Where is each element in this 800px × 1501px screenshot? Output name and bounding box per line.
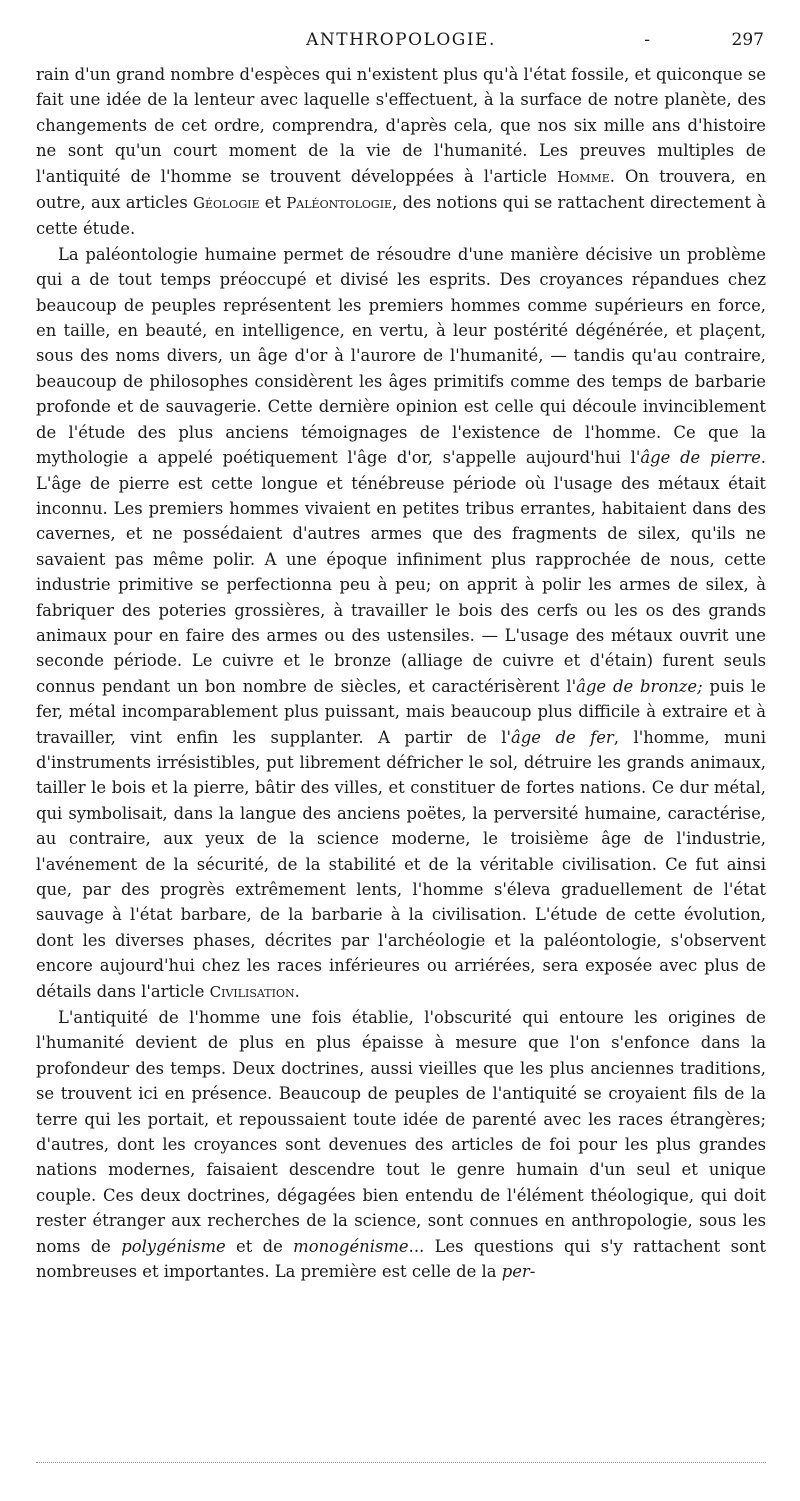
text-run: . <box>294 981 300 1001</box>
text-run: . On trouvera, en outre, aux articles <box>36 166 766 213</box>
italic-term: âge de fer <box>511 727 614 747</box>
paragraph-2 <box>36 242 766 1005</box>
page-header <box>36 28 766 58</box>
paragraph-1 <box>36 62 766 242</box>
paragraph-3 <box>36 1005 766 1284</box>
text-run: La paléontologie humaine permet de résoudre d'une manière décisive un problème qui a de tout temps préoccupé et divisé les esprits. Des croyances répandues chez beaucoup de peuples représentent les premiers hommes comme supérieurs en force, en taille, en beauté, en intelligence, en vertu, à leur postérité dégénérée, et plaçent, sous des noms divers, un âge d'or à l'aurore de l'humanité, — tandis qu'au contraire, beaucoup de philosophes considèrent les âges primitifs comme des temps de barbarie profonde et de sauvagerie. Cette dernière opinion est celle qui découle invinciblement de l'étude des plus anciens témoignages de l'existence de l'homme. Ce que la mythologie a appelé poétiquement l'âge d'or, s'appelle aujourd'hui l' <box>36 244 766 468</box>
text-run: L'antiquité de l'homme une fois établie, l'obscurité qui entoure les origines de l'humanité devient de plus en plus épaisse à mesure que l'on s'enfonce dans la profondeur des temps. Deux doctrines, aussi vieilles que les plus anciennes traditions, se trouvent ici en présence. Beaucoup de peuples de l'antiquité se croyaient fils de la terre qui les portait, et repoussaient toute idée de parenté avec les races étrangères; d'autres, dont les croyances sont devenues des articles de foi pour les plus grandes nations modernes, faisaient descendre tout le genre humain d'un seul et unique couple. Ces deux doctrines, dégagées bien entendu de l'élément théologique, qui doit rester étranger aux recherches de la science, sont connues en anthropologie, sous les noms de <box>36 1008 766 1256</box>
text-run: . L'âge de pierre est cette longue et ténébreuse période où l'usage des métaux était inconnu. Les premiers hommes vivaient en petites tribus errantes, habitaient dans des cavernes, et ne possédaient d'autres armes que des fragments de silex, qu'ils ne savaient pas même polir. A une époque infiniment plus rapprochée de nous, cette industrie primitive se perfectionna peu à peu; on apprit à polir les armes de silex, à fabriquer des poteries grossières, à travailler le bois des cerfs ou les os des grands animaux pour en faire des armes ou des ustensiles. — L'usage des métaux ouvrit une seconde période. Le cuivre et le bronze (alliage de cuivre et d'étain) furent seuls connus pendant un bon nombre de siècles, et caractérisèrent l' <box>36 448 766 696</box>
header-dot: - <box>644 30 650 50</box>
italic-term: âge de pierre <box>640 448 761 468</box>
text-run: et <box>259 193 287 213</box>
text-run: , l'homme, muni d'instruments irrésistibles, put librement défricher le sol, détruire les grands animaux, tailler le bois et la pierre, bâtir des villes, et constituer de fortes nations. Ce dur métal, qui symbolisait, dans la langue des anciens poëtes, la perversité humaine, caractérise, au contraire, aux yeux de la science moderne, le troisième âge de l'industrie, l'avénement de la sécurité, de la stabilité et de la véritable civilisation. Ce fut ainsi que, par des progrès extrêmement lents, l'homme s'éleva graduellement de l'état sauvage à l'état barbare, de la barbarie à la civilisation. L'étude de cette évolution, dont les diverses phases, décrites par l'archéologie et la paléontologie, s'observent encore aujourd'hui chez les races inférieures ou arriérées, sera exposée avec plus de détails dans l'article <box>36 727 766 1001</box>
small-caps-reference: Civilisation <box>209 982 295 1001</box>
running-head: ANTHROPOLOGIE. <box>306 30 496 50</box>
text-run: puis le fer, métal incomparablement plus puissant, mais beaucoup plus difficile à extraire et à travailler, vint enfin les supplanter. A partir de l' <box>36 676 766 747</box>
text-run: ... Les questions qui s'y rattachent sont nombreuses et importantes. La première est celle de la <box>36 1236 767 1282</box>
small-caps-reference: Homme <box>557 167 610 186</box>
footer-dotted-rule <box>36 1462 766 1463</box>
text-run: et de <box>225 1236 294 1256</box>
text-run: , des notions qui se rattachent directement à cette étude. <box>36 193 766 239</box>
italic-term: polygénisme <box>121 1236 226 1256</box>
text-run: rain d'un grand nombre d'espèces qui n'existent plus qu'à l'état fossile, et quiconque se fait une idée de la lenteur avec laquelle s'effectuent, à la surface de notre planète, des changements de cet ordre, comprendra, d'après cela, que nos six mille ans d'histoire ne sont qu'un court moment de la vie de l'humanité. Les preuves multiples de l'antiquité de l'homme se trouvent développées à l'article <box>36 65 766 186</box>
italic-term: âge de bronze; <box>576 676 703 696</box>
body-text <box>36 62 766 1285</box>
small-caps-reference: Paléontologie <box>286 194 393 213</box>
page-number: 297 <box>731 30 764 50</box>
small-caps-reference: Géologie <box>192 194 260 213</box>
italic-term: monogénisme <box>293 1236 409 1256</box>
italic-term: per- <box>501 1262 536 1282</box>
